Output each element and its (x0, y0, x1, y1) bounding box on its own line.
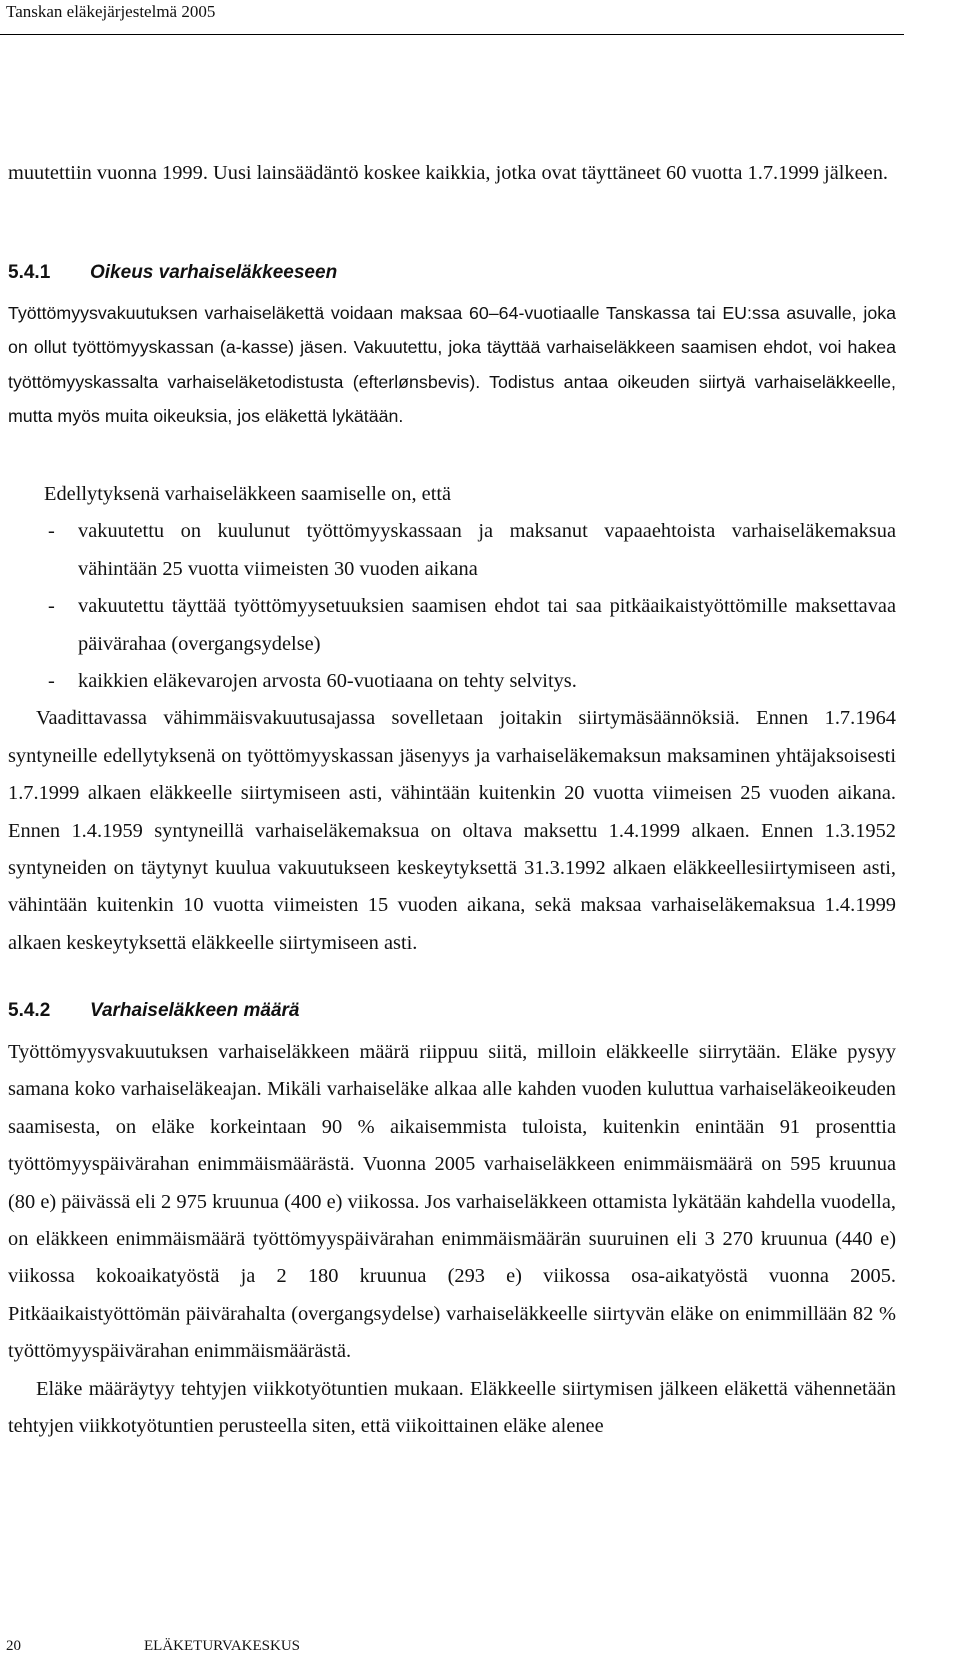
dash-bullet: - (48, 595, 55, 618)
conditions-block (8, 476, 896, 962)
transition-paragraph: Vaadittavassa vähimmäisvakuutusajassa sovelletaan joitakin siirtymäsäännöksiä. Ennen 1.7.1964 syntyneille edellytyksenä on työttömyyskassan jäsenyys ja varhaiseläkemaksun maksaminen yhtäjaksoisesti 1.7.1999 alkaen eläkkeelle siirtymiseen asti, vähintään kuitenkin 20 vuotta viimeisen 25 vuoden aikana. Ennen 1.4.1959 syntyneillä varhaiseläkemaksua on oltava maksettu 1.4.1999 alkaen. Ennen 1.3.1952 syntyneiden on täytynyt kuulua vakuutukseen keskeytyksettä 31.3.1992 alkaen eläkkeellesiirtymiseen asti, vähintään kuitenkin 10 vuotta viimeisten 15 vuoden aikana, sekä maksaa varhaiseläkemaksua 1.4.1999 alkaen keskeytyksettä eläkkeelle siirtymiseen asti. (8, 707, 896, 954)
condition-text: vakuutettu on kuulunut työttömyyskassaan ja maksanut vapaaehtoista varhaiseläkemaksua vähintään 25 vuotta viimeisten 30 vuoden aikana (78, 520, 896, 580)
reduction-paragraph: Eläke määräytyy tehtyjen viikkotyötuntien mukaan. Eläkkeelle siirtymisen jälkeen eläkettä vähennetään tehtyjen viikkotyötuntien perusteella siten, että viikoittainen eläke alenee (8, 1377, 896, 1438)
section-heading-5-4-2 (8, 1000, 300, 1022)
header-rule (0, 34, 904, 35)
page-footer (6, 1638, 300, 1655)
list-item (8, 513, 896, 588)
section-title: Oikeus varhaiseläkkeeseen (90, 262, 338, 283)
running-header: Tanskan eläkejärjestelmä 2005 (6, 2, 216, 21)
amount-paragraph: Työttömyysvakuutuksen varhaiseläkkeen määrä riippuu siitä, milloin eläkkeelle siirrytään. Eläke pysyy samana koko varhaiseläkeajan. Mikäli varhaiseläke alkaa alle kahden vuoden kuluttua varhaiseläkeoikeuden saamisesta, on eläke korkeintaan 90 % aikaisemmista tuloista, kuitenkin enintään 91 prosenttia työttömyyspäivärahan enimmäismäärästä. Vuonna 2005 varhaiseläkkeen enimmäismäärä on 595 kruunua (80 e) päivässä eli 2 975 kruunua (400 e) viikossa. Jos varhaiseläkkeen ottamista lykätään kahdella vuodella, on eläkkeen enimmäismäärä työttömyyspäivärahan enimmäismäärän suuruinen eli 3 270 kruunua (440 e) viikossa kokoaikatyöstä ja 2 180 kruunua (293 e) viikossa osa-aikatyöstä vuonna 2005. Pitkäaikaistyöttömän päivärahalta (overgangsydelse) varhaiseläkkeelle siirtyvän eläke on enimmillään 82 % työttömyyspäivärahan enimmäismäärästä. (8, 1041, 896, 1363)
condition-text: kaikkien eläkevarojen arvosta 60-vuotiaana on tehty selvitys. (78, 670, 577, 693)
publisher-name: ELÄKETURVAKESKUS (144, 1638, 301, 1654)
section-number: 5.4.1 (8, 262, 51, 283)
conditions-list (8, 513, 896, 700)
list-item (8, 663, 896, 700)
section-title: Varhaiseläkkeen määrä (90, 1000, 300, 1021)
intro-paragraph (8, 155, 896, 192)
dash-bullet: - (48, 670, 55, 693)
section-5-4-2-body (8, 1034, 896, 1445)
section-5-4-1-body (8, 296, 896, 433)
condition-text: vakuutettu täyttää työttömyysetuuksien saamisen ehdot tai saa pitkäaikaistyöttömille maksettavaa päivärahaa (overgangsydelse) (78, 595, 896, 655)
dash-bullet: - (48, 520, 55, 543)
conditions-intro: Edellytyksenä varhaiseläkkeen saamiselle on, että (44, 483, 452, 505)
page-number: 20 (6, 1638, 21, 1654)
intro-text: muutettiin vuonna 1999. Uusi lainsäädäntö koskee kaikkia, jotka ovat täyttäneet 60 vuotta 1.7.1999 jälkeen. (8, 162, 888, 184)
list-item (8, 588, 896, 663)
section-number: 5.4.2 (8, 1000, 51, 1021)
section-heading-5-4-1 (8, 262, 337, 284)
eligibility-paragraph: Työttömyysvakuutuksen varhaiseläkettä voidaan maksaa 60–64-vuotiaalle Tanskassa tai EU:ssa asuvalle, joka on ollut työttömyyskassan (a-kasse) jäsen. Vakuutettu, joka täyttää varhaiseläkkeen saamisen ehdot, voi hakea työttömyyskassalta varhaiseläketodistusta (efterlønsbevis). Todistus antaa oikeuden siirtyä varhaiseläkkeelle, mutta myös muita oikeuksia, jos eläkettä lykätään. (8, 303, 896, 426)
